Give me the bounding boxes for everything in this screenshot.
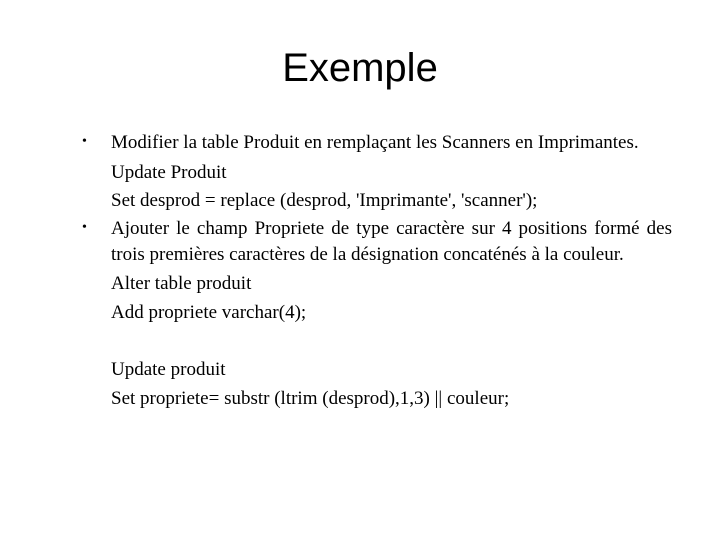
- sql-line: Alter table produit: [111, 273, 252, 294]
- sql-line: Update produit: [111, 359, 226, 380]
- slide-content: [82, 130, 672, 412]
- bullet-item-modifier: [82, 130, 672, 156]
- bullet-text: Ajouter le champ Propriete de type caractère sur 4 positions formé des trois premières caractères de la désignation concaténés à la couleur.: [111, 218, 672, 265]
- sql-line: Set desprod = replace (desprod, 'Imprimante', 'scanner');: [111, 190, 538, 211]
- bullet-item-ajouter: [82, 216, 672, 268]
- sql-line: Set propriete= substr (ltrim (desprod),1,3) || couleur;: [111, 388, 510, 409]
- blank-line: [82, 326, 672, 355]
- slide-title: Exemple: [282, 46, 438, 90]
- bullet-icon: •: [82, 220, 87, 235]
- bullet-text: Modifier la table Produit en remplaçant les Scanners en Imprimantes.: [111, 132, 639, 153]
- sql-line: Update Produit: [111, 162, 227, 183]
- bullet-icon: •: [82, 134, 87, 149]
- sql-line: Add propriete varchar(4);: [111, 302, 307, 323]
